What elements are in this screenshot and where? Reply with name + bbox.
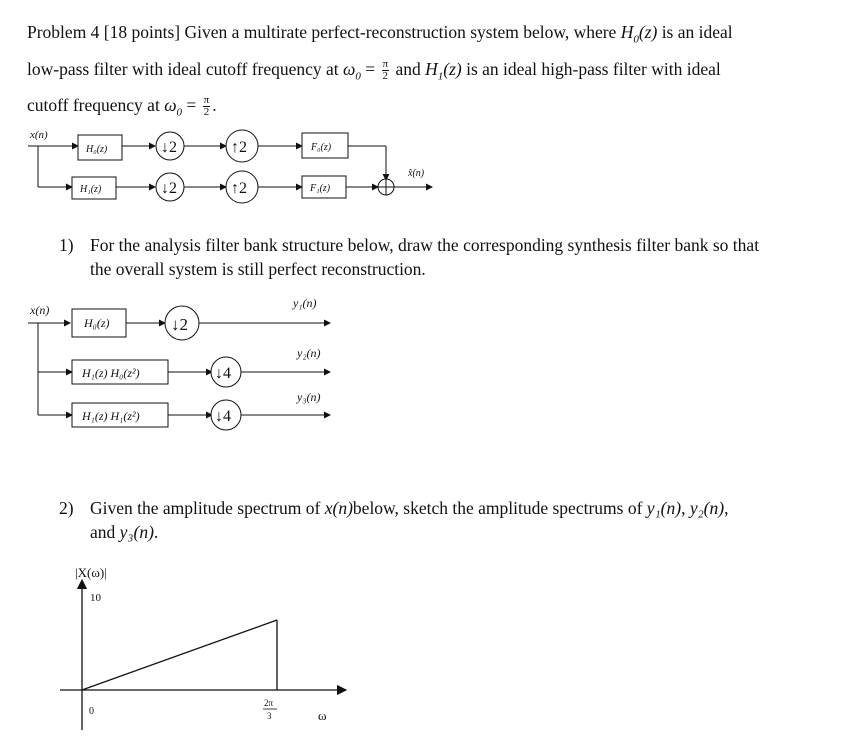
d2-y2-label: y₂(n) <box>297 346 321 360</box>
q1-line-1: For the analysis filter bank structure below, draw the corresponding synthesis filter bank so that <box>90 235 760 255</box>
two-channel-filter-bank-diagram <box>0 0 843 230</box>
q1-number: 1) <box>59 235 74 255</box>
problem-line2-b: is an ideal high-pass filter with ideal <box>466 58 721 79</box>
spectrum-series <box>82 620 277 690</box>
d1-h0-label: H₀(z) <box>86 144 108 155</box>
d1-upsampler-bottom-label: ↑2 <box>231 180 247 197</box>
d2-downsampler-1-label: ↓2 <box>171 315 188 334</box>
d1-input-label: x(n) <box>30 129 48 141</box>
problem-lead: Problem 4 [18 points] <box>27 22 181 42</box>
chart-origin-label: 0 <box>89 706 94 717</box>
d2-box-3-label: H₁(z) H₁(z²) <box>82 409 140 423</box>
d2-y1-label: y₁(n) <box>293 296 317 310</box>
q2-y2-symbol: y₂(n) <box>689 498 725 518</box>
d2-y3-label: y₃(n) <box>297 390 321 404</box>
d2-downsampler-2-label: ↓4 <box>215 365 231 382</box>
pi-over-two-2: $\frac{\pi}{2}$ <box>203 94 210 119</box>
spectrum-segment <box>82 620 277 690</box>
d2-box-1-label: H₀(z) <box>84 316 110 330</box>
q2-y3-symbol: y₃(n) <box>119 522 154 542</box>
period: . <box>212 95 217 115</box>
d2-box-2-label: H₁(z) H₀(z²) <box>82 366 140 380</box>
chart-x-tick-den: 3 <box>267 711 272 721</box>
d1-upsampler-top-label: ↑2 <box>231 139 247 156</box>
q2-text <box>90 496 830 544</box>
d1-f0-label: F₀(z) <box>311 142 332 153</box>
d2-downsampler-3-label: ↓4 <box>215 408 231 425</box>
equals-sign-2: = <box>186 95 197 115</box>
d1-output-label: x̂(n) <box>408 168 425 179</box>
problem-intro-b: is an ideal <box>661 22 733 42</box>
chart-xlabel: ω <box>318 708 327 723</box>
d1-h1-label: H₁(z) <box>80 184 102 195</box>
h0-symbol: $H_0(z)$ <box>620 22 658 46</box>
amplitude-spectrum-chart <box>0 550 843 750</box>
pi-over-two: $\frac{\pi}{2}$ <box>382 57 389 82</box>
chart-ylabel: |X(ω)| <box>75 565 107 580</box>
omega0-symbol-2: $\omega_0$ <box>164 95 183 119</box>
chart-y-tick-label: 10 <box>90 592 101 604</box>
d1-downsampler-bottom-label: ↓2 <box>161 180 177 197</box>
and-word: and <box>395 58 421 79</box>
problem-intro-a: Given a multirate perfect-reconstruction system below, where <box>184 22 617 42</box>
q2-line-2: and y₃(n). <box>90 522 159 542</box>
q2-line-1: Given the amplitude spectrum of x(n)below, sketch the amplitude spectrums of y₁(n), y₂(n), <box>90 498 729 518</box>
problem-line2-a: low-pass filter with ideal cutoff frequency at <box>27 58 339 79</box>
q1-line-2: the overall system is still perfect reconstruction. <box>90 259 426 279</box>
equals-sign: = <box>365 58 376 79</box>
q2-y1-symbol: y₁(n) <box>646 498 682 518</box>
q2-x-symbol: x(n) <box>324 498 353 518</box>
d2-input-label: x(n) <box>30 303 50 317</box>
omega0-symbol: $\omega_0$ <box>343 58 361 82</box>
h1-symbol: $H_1(z)$ <box>425 58 462 82</box>
chart-x-tick-num: 2π <box>264 698 274 708</box>
q2-number: 2) <box>59 498 74 518</box>
q1-text <box>90 233 830 281</box>
d1-f1-label: F₁(z) <box>310 183 331 194</box>
analysis-filter-bank-diagram <box>0 290 843 490</box>
problem-line3-a: cutoff frequency at <box>27 95 160 115</box>
d1-downsampler-top-label: ↓2 <box>161 139 177 156</box>
